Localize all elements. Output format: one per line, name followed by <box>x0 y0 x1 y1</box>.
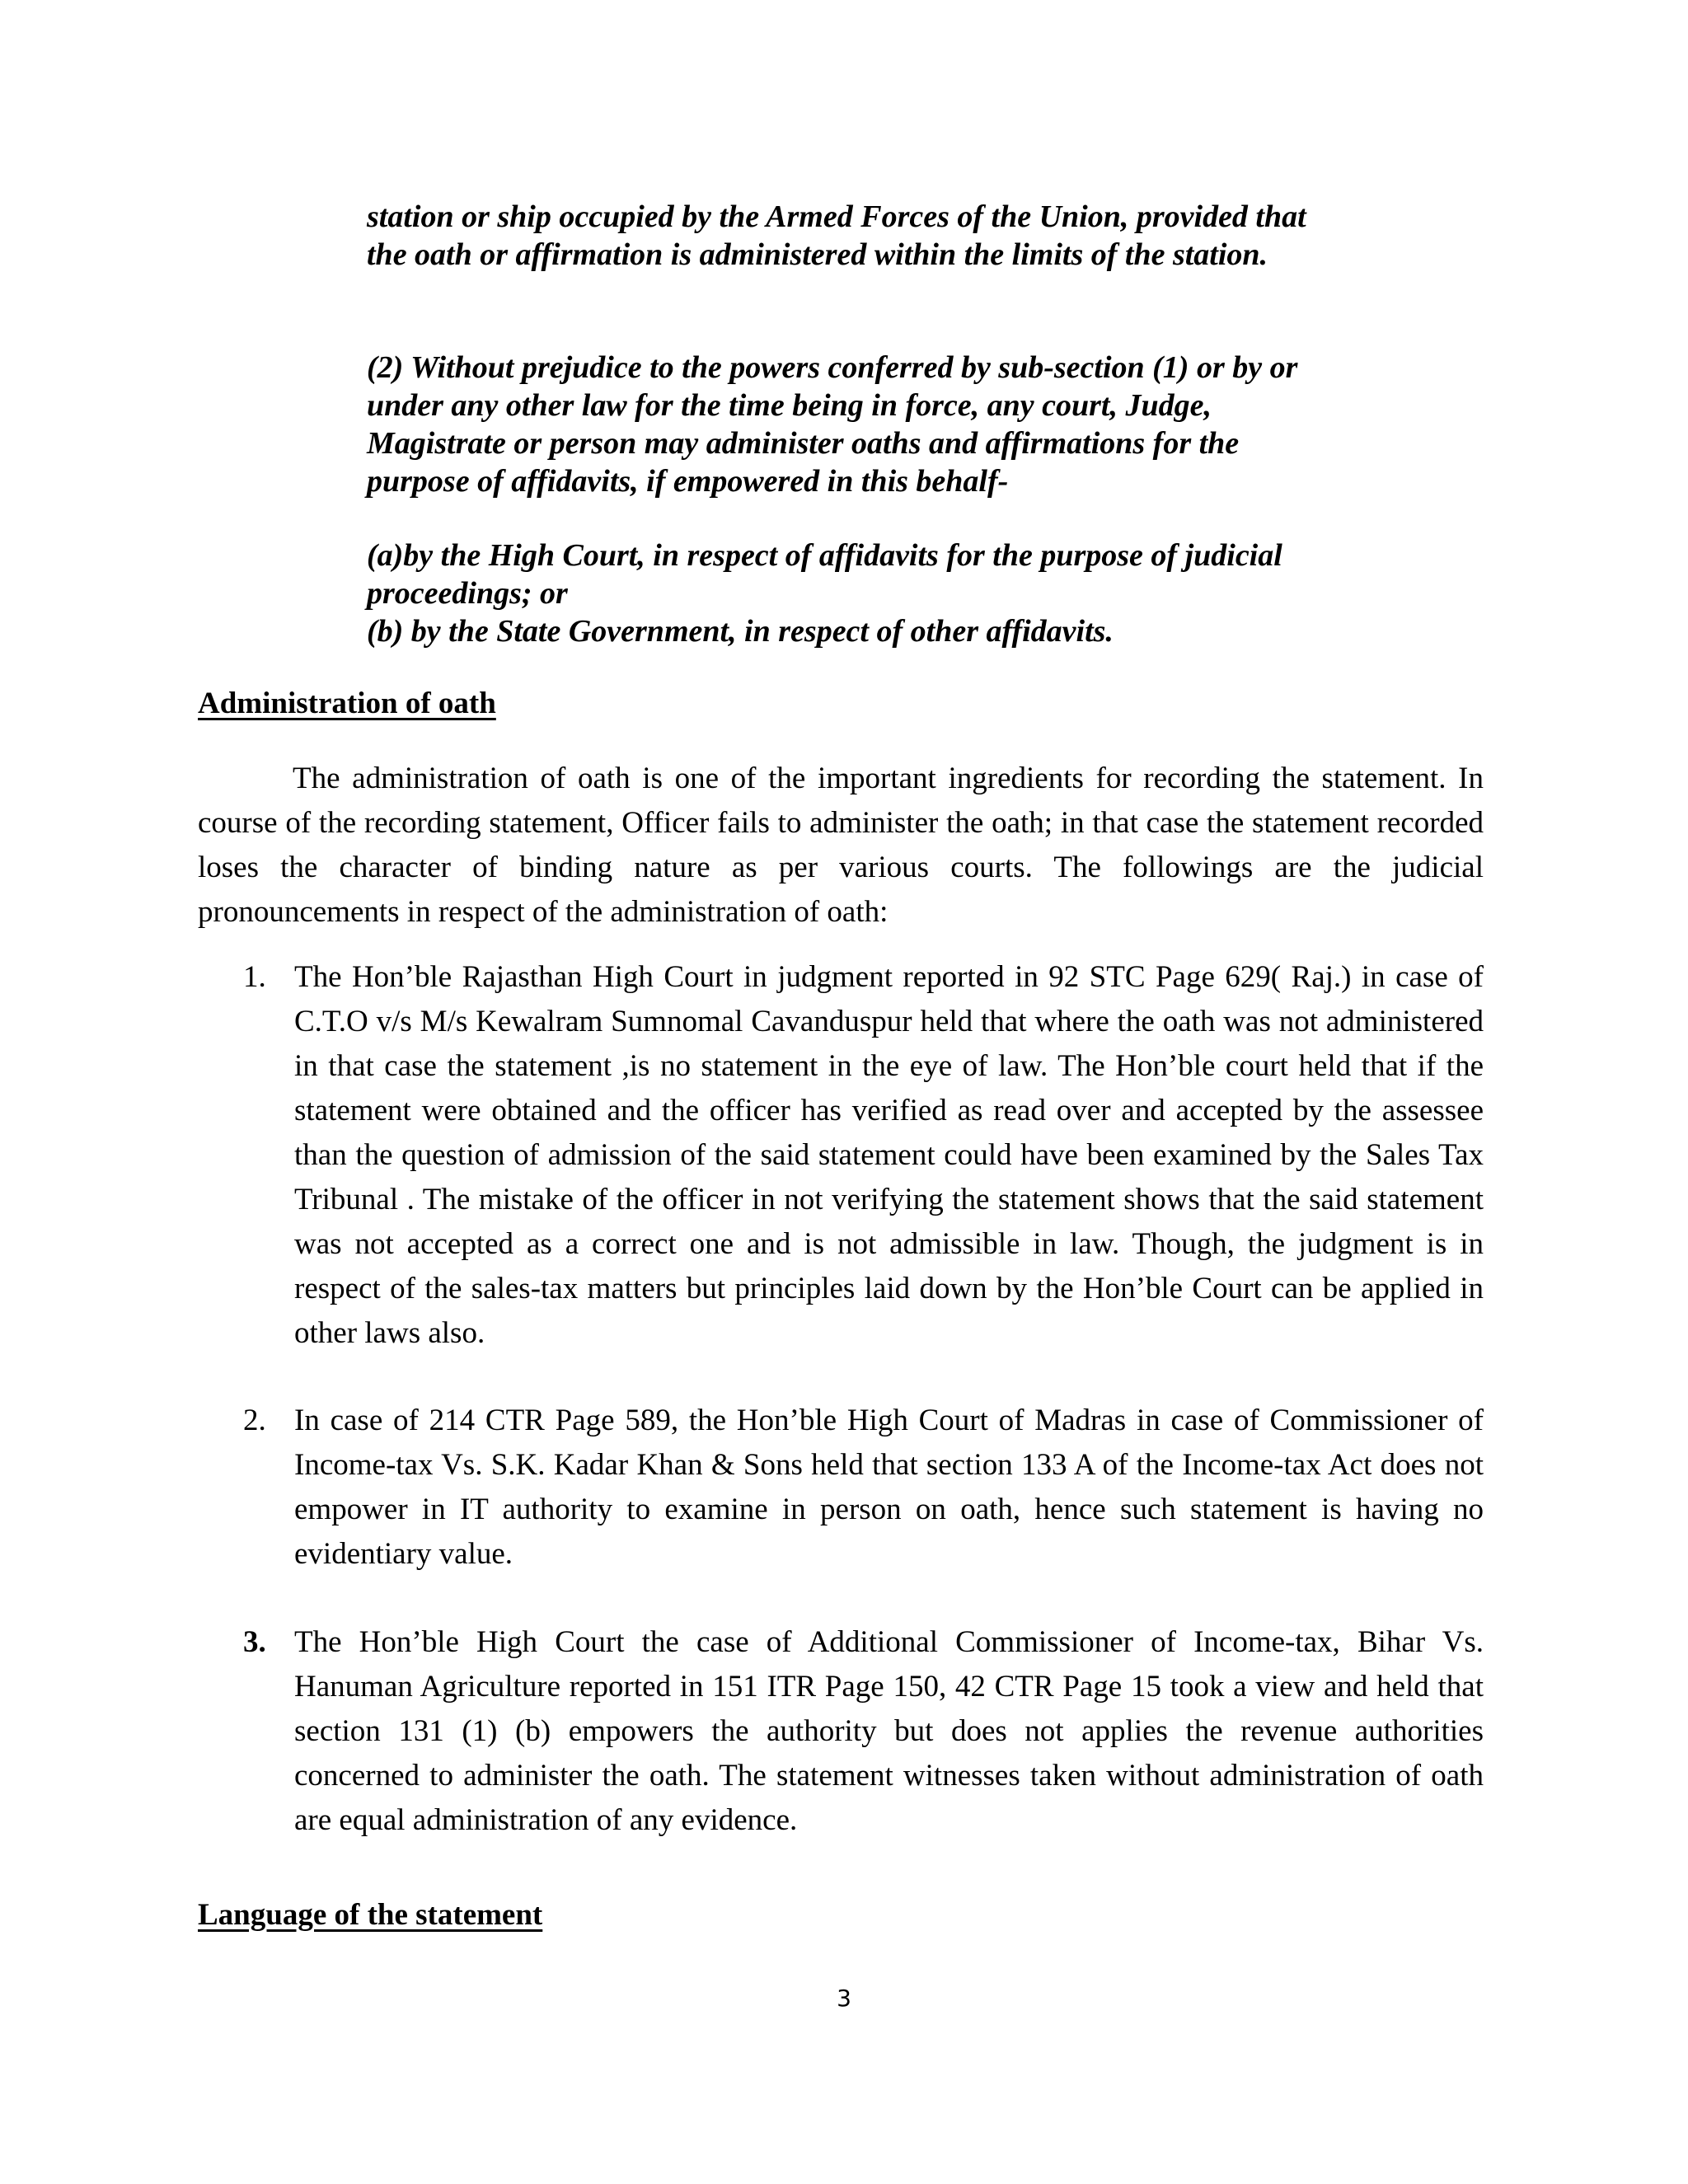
quoted-clause-a: (a)by the High Court, in respect of affidavits for the purpose of judicial proceedings; or <box>367 538 1282 611</box>
section-heading-administration-of-oath: Administration of oath <box>198 687 496 720</box>
list-item-number: 2. <box>243 1404 266 1437</box>
quoted-subsection-2: (2) Without prejudice to the powers conferred by sub-section (1) or by or under any other law for the time being in force, any court, Judge, Magistrate or person may administer oaths and affirmations for the purpose of affidavits, if empowered in this behalf- <box>367 350 1298 499</box>
quoted-provision-continuation: station or ship occupied by the Armed Forces of the Union, provided that the oath or affirmation is administered within the limits of the station. <box>367 199 1306 272</box>
quoted-clauses <box>367 537 1339 650</box>
page-number: 3 <box>837 1985 851 2012</box>
list-item-text: In case of 214 CTR Page 589, the Hon’ble High Court of Madras in case of Commissioner of Income-tax Vs. S.K. Kadar Khan & Sons held that section 133 A of the Income-tax Act does not empower in IT authority to examine in person on oath, hence such statement is having no evidentiary value. <box>294 1404 1484 1571</box>
section-heading-language-of-statement: Language of the statement <box>198 1898 543 1932</box>
quoted-clause-b: (b) by the State Government, in respect of other affidavits. <box>367 614 1114 649</box>
list-item <box>243 1399 1484 1577</box>
list-item <box>243 1620 1484 1843</box>
intro-paragraph: The administration of oath is one of the important ingredients for recording the statement. In course of the recording statement, Officer fails to administer the oath; in that case the statement recorded loses the character of binding nature as per various courts. The followings are the judicial pronouncements in respect of the administration of oath: <box>198 762 1484 929</box>
list-item-number: 1. <box>243 960 266 994</box>
list-item-text: The Hon’ble Rajasthan High Court in judgment reported in 92 STC Page 629( Raj.) in case of C.T.O v/s M/s Kewalram Sumnomal Cavanduspur held that where the oath was not administered in that case the statement ,is no statement in the eye of law. The Hon’ble court held that if the statement were obtained and the officer has verified as read over and accepted by the assessee than the question of admission of the said statement could have been examined by the Sales Tax Tribunal . The mistake of the officer in not verifying the statement shows that the said statement was not accepted as a correct one and is not admissible in law. Though, the judgment is in respect of the sales-tax matters but principles laid down by the Hon’ble Court can be applied in other laws also. <box>294 960 1484 1350</box>
list-item-text: The Hon’ble High Court the case of Additional Commissioner of Income-tax, Bihar Vs. Hanuman Agriculture reported in 151 ITR Page 150, 42 CTR Page 15 took a view and held that section 131 (1) (b) empowers the authority but does not applies the revenue authorities concerned to administer the oath. The statement witnesses taken without administration of oath are equal administration of any evidence. <box>294 1625 1484 1837</box>
list-item <box>243 955 1484 1356</box>
list-item-number: 3. <box>243 1625 266 1659</box>
